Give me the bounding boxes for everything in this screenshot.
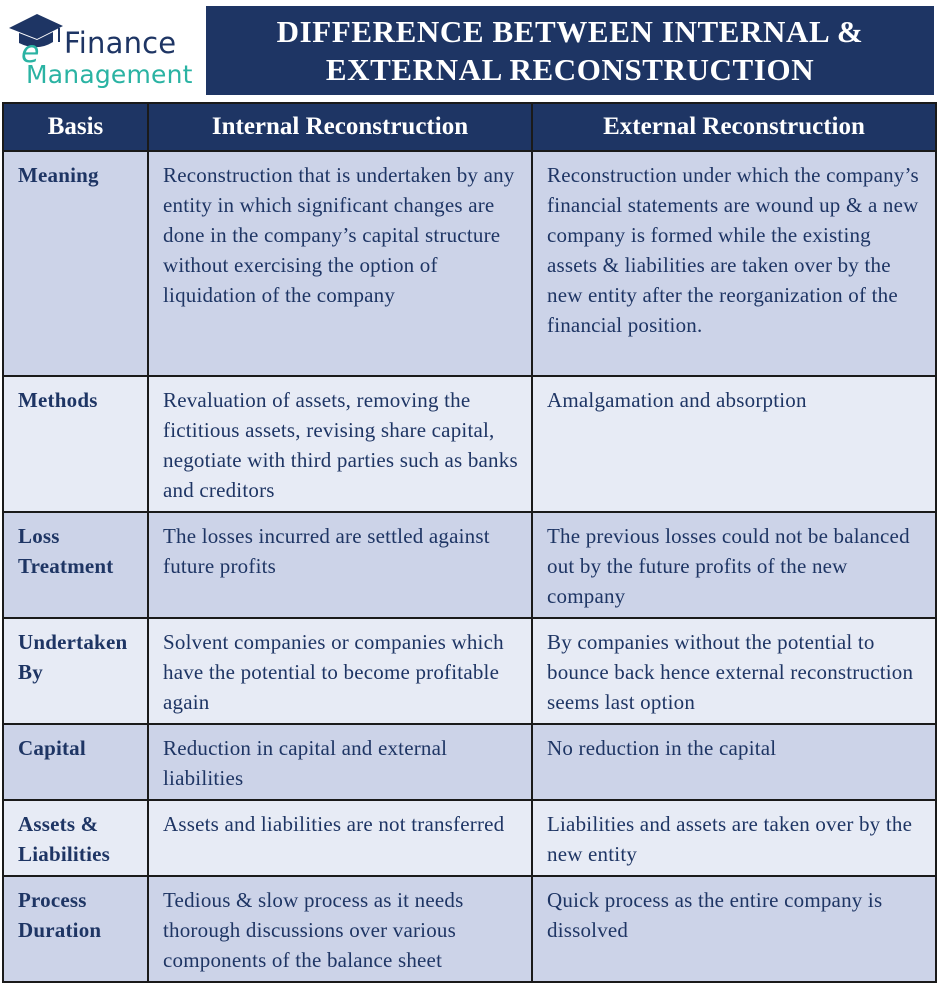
table-row <box>3 724 936 800</box>
internal-cell: Revaluation of assets, removing the fictitious assets, revising share capital, negotiate with third parties such as banks and creditors <box>148 376 532 512</box>
comparison-table <box>2 102 937 983</box>
basis-cell: Process Duration <box>3 876 148 982</box>
logo-word-finance: Finance <box>64 26 177 60</box>
header-internal: Internal Reconstruction <box>148 103 532 151</box>
basis-cell: Undertaken By <box>3 618 148 724</box>
table-row <box>3 512 936 618</box>
internal-cell: Tedious & slow process as it needs thorough discussions over various components of the balance sheet <box>148 876 532 982</box>
internal-cell: The losses incurred are settled against future profits <box>148 512 532 618</box>
title-line-2: EXTERNAL RECONSTRUCTION <box>325 51 815 87</box>
basis-cell: Assets & Liabilities <box>3 800 148 876</box>
basis-cell: Meaning <box>3 151 148 376</box>
internal-cell: Assets and liabilities are not transferred <box>148 800 532 876</box>
basis-cell: Loss Treatment <box>3 512 148 618</box>
graduation-cap-e-icon <box>7 12 65 64</box>
basis-cell: Methods <box>3 376 148 512</box>
table-row <box>3 618 936 724</box>
basis-cell: Capital <box>3 724 148 800</box>
external-cell: Reconstruction under which the company’s financial statements are wound up & a new company is formed while the existing assets & liabilities are taken over by the new entity after the reorganization of the financial position. <box>532 151 936 376</box>
page-title <box>206 6 934 95</box>
table-row <box>3 876 936 982</box>
table-row <box>3 376 936 512</box>
svg-text:e: e <box>21 35 40 64</box>
external-cell: By companies without the potential to bounce back hence external reconstruction seems last option <box>532 618 936 724</box>
internal-cell: Reconstruction that is undertaken by any entity in which significant changes are done in the company’s capital structure without exercising the option of liquidation of the company <box>148 151 532 376</box>
external-cell: Quick process as the entire company is dissolved <box>532 876 936 982</box>
external-cell: Amalgamation and absorption <box>532 376 936 512</box>
table-header-row <box>3 103 936 151</box>
header-basis: Basis <box>3 103 148 151</box>
logo <box>0 0 205 96</box>
header-external: External Reconstruction <box>532 103 936 151</box>
external-cell: No reduction in the capital <box>532 724 936 800</box>
title-line-1: DIFFERENCE BETWEEN INTERNAL & <box>276 13 864 49</box>
table-row <box>3 800 936 876</box>
external-cell: Liabilities and assets are taken over by the new entity <box>532 800 936 876</box>
external-cell: The previous losses could not be balanced out by the future profits of the new company <box>532 512 936 618</box>
internal-cell: Reduction in capital and external liabilities <box>148 724 532 800</box>
logo-word-management: Management <box>26 60 193 89</box>
internal-cell: Solvent companies or companies which have the potential to become profitable again <box>148 618 532 724</box>
table-row <box>3 151 936 376</box>
